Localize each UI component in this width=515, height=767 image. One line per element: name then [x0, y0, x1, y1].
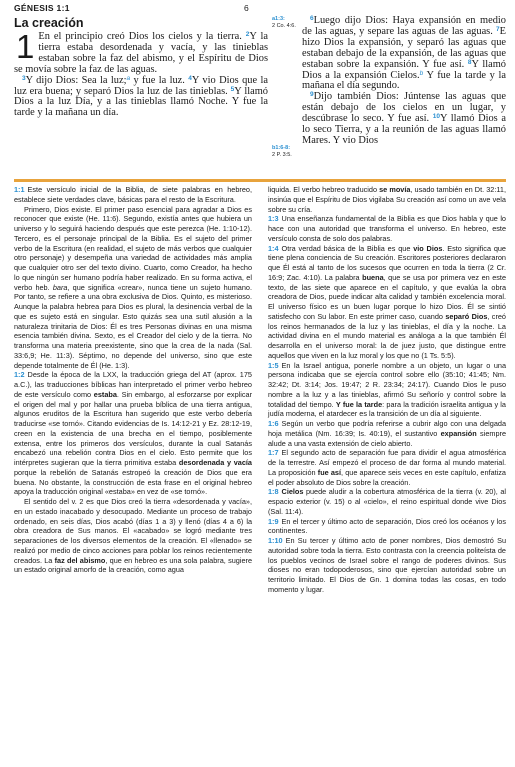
scripture-paragraph — [14, 76, 268, 120]
study-note — [268, 244, 506, 361]
note-reference[interactable]: 1:10 — [268, 536, 283, 545]
verse-number: 5 — [230, 85, 235, 93]
note-emphasis: separó Dios — [445, 311, 488, 321]
note-reference[interactable]: 1:4 — [268, 243, 279, 253]
note-text: , creó los reinos hermanados de la luz y las tinieblas, el día y la noche. La actividad divina en el mundo material es análoga a la que también Él desarrolla en el universo moral: la de juez justo, que distingue entre aquellos que viven en la luz moral y los que no (1 Ts. 5:5). — [268, 311, 506, 360]
study-note — [14, 370, 252, 497]
xref-marker[interactable]: a — [126, 74, 131, 82]
note-text: : para la tradición israelita antigua y la judía moderna, el atardecer es la transición de un día al siguiente. — [268, 399, 506, 419]
cross-reference-verse: b1:6-8: — [272, 145, 291, 151]
note-emphasis: expansión — [440, 428, 477, 438]
cross-reference-text: 2 P. 3:5. — [272, 152, 292, 158]
scripture-paragraph — [14, 28, 268, 76]
notes-column-right — [268, 185, 506, 595]
section-divider — [14, 179, 506, 182]
study-note — [14, 185, 252, 205]
verse-text: Y llamó Dios a lo seco Tierra, y a la reunión de las aguas llamó Mares. Y vio Dios — [302, 113, 506, 146]
study-note — [268, 517, 506, 537]
note-text: , que se usa por primera vez en este texto, de las siete que aparece en el capítulo, y que evalúa la obra creadora de Dios, puede indicar alta calidad y también excelencia moral. El universo físico es un buen lugar porque lo hizo Dios. Él se sintió satisfecho con Su labor. En este primer caso, cuando — [268, 272, 506, 321]
note-text: Otra verdad básica de la Biblia es que — [281, 243, 414, 253]
xref-marker[interactable]: b — [419, 69, 424, 77]
verse-number: 10 — [432, 113, 441, 121]
cross-reference[interactable] — [272, 16, 300, 30]
note-text: siempre alude a una vasta extensión de cielo abierto. — [268, 428, 506, 448]
scripture-column-left — [14, 16, 268, 119]
verse-number: 8 — [467, 58, 472, 66]
verse-text: Y llamó Dios a la luz Día, y a las tinieblas llamó Noche. Y fue la tarde y la mañana un día. — [14, 85, 268, 119]
verse-text: E hizo Dios la expansión, y separó las aguas que estaban debajo de la expansión, de las aguas que estaban sobre la expansión. Y fue así. — [302, 25, 506, 70]
note-text: puede aludir a la cobertura atmosférica de la tierra (v. 20), al espacio exterior (v. 15) o al «cielo», el reino espiritual donde vive Dios (Sal. 11:4). — [268, 487, 506, 516]
cross-reference[interactable] — [272, 145, 292, 159]
note-emphasis: desordenada y vacía — [178, 458, 252, 467]
page-number: 6 — [244, 3, 249, 13]
verse-text: Y dijo Dios: Sea la luz; — [25, 74, 127, 86]
note-reference[interactable]: 1:3 — [268, 214, 279, 224]
note-emphasis: estaba — [93, 389, 117, 399]
cross-reference-text: 2 Co. 4:6. — [272, 23, 296, 29]
cross-reference-verse: a1:3: — [272, 16, 285, 22]
verse-text: Luego dijo Dios: Haya expansión en medio de las aguas, y separe las aguas de las aguas. — [302, 15, 506, 37]
scripture-column-right — [302, 16, 506, 147]
note-text: En la Israel antigua, ponerle nombre a un objeto, un lugar o una persona indicaba que se ejercía control sobre ello (35:10; 41:45; Nm. 32:42; Dt. 3:14; Jos. 19:47; 2 R. 23:34; 24:17). Cuando Dios le puso nombre a la luz y a las tinieblas, afirmó Su señorío y control sobre la totalidad del tiempo. — [268, 360, 506, 409]
note-text: En Su tercer y último acto de poner nombres, Dios demostró Su autoridad sobre toda la tierra. Esto contrasta con la creencia politeísta de los pueblos vecinos de Israel sobre el rango de poderes divinos. Sus dioses no eran todopoderosos, sino que ejercían autoridad sobre un territorio limitado. El Dios de Gn. 1 domina todas las cosas, en todo momento y lugar. — [268, 536, 506, 594]
note-text: , usado también en Dt. 32:11, insinúa que el Espíritu de Dios vigilaba Su creación así como un ave vela sobre su cría. — [268, 185, 506, 214]
verse-text: Y llamó Dios a la expansión Cielos. — [302, 58, 506, 81]
note-text: Desde la época de la LXX, la traducción griega del AT (aprox. 175 a.C.), las traducciones bíblicas han interpretado el primer verbo hebreo de este versículo como — [14, 370, 252, 399]
study-note — [14, 205, 252, 371]
cross-reference-column — [272, 16, 300, 158]
running-head: GÉNESIS 1:1 — [14, 3, 70, 13]
note-text: porque la rebelión de Satanás estropeó la creación de Dios que era buena. No obstante, la construcción de esta frase en el original hebreo apoya la traducción original «estaba» en vez de «se tornó». — [14, 467, 252, 497]
note-emphasis: Cielos — [281, 487, 304, 497]
note-text: Una enseñanza fundamental de la Biblia es que Dios habla y que lo hace con una autoridad que transforma el universo. En hebreo, este versículo consta de solo dos palabras. — [268, 214, 506, 243]
verse-number: 6 — [310, 15, 314, 22]
note-reference[interactable]: 1:9 — [268, 516, 279, 526]
verse-number: 9 — [310, 91, 314, 99]
section-heading: La creación — [14, 16, 84, 30]
note-emphasis: se movía — [379, 185, 411, 194]
note-text: Según un verbo que podría referirse a cubrir algo con una delgada hoja metálica (Nm. 16:39; Is. 40:19), el sustantivo — [268, 419, 506, 438]
note-reference[interactable]: 1:6 — [268, 419, 279, 428]
note-emphasis: buena — [362, 272, 384, 282]
note-emphasis: vio Dios — [413, 243, 443, 253]
note-text: , que aparece seis veces en este capítulo, enfatiza el poder absoluto de Dios sobre la creación. — [268, 467, 506, 487]
verse-text: Dijo también Dios: Júntense las aguas que están debajo de los cielos en un lugar, y descúbrase lo seco. Y fue así. — [302, 91, 506, 125]
note-reference[interactable]: 1:5 — [268, 360, 279, 370]
notes-column-left — [14, 185, 252, 575]
note-text: . Sin embargo, al esforzarse por explicar el origen del mal y por hallar una prueba bíblica de una tierra antigua, algunos eruditos de la Escritura han sugerido que este verbo debería traducirse «se tornó». Citando evidencias de Is. 14:12-21 y Ez. 28:12-19, creen en la existencia de una brecha en el tiempo, posiblemente extensa, entre los primeros dos versículos, durante la cual Satanás encabezó una rebelión contra Dios en el cielo. Esto permite que los intérpretes sugieran que la tierra primitiva estaba — [14, 389, 253, 467]
study-note — [268, 214, 506, 243]
note-reference[interactable]: 1:7 — [268, 448, 279, 458]
verse-number: 3 — [22, 74, 26, 82]
note-text: En el tercer y último acto de separación, Dios creó los océanos y los continentes. — [268, 516, 506, 536]
note-text: El sentido del v. 2 es que Dios creó la tierra «desordenada y vacía», en un estado inacabado y desocupado. Mediante un proceso de trabajo ordenado, en seis días, Dios acabó (días 1 a 3) y llenó (días 4 a 6) la obra creadora de Sus manos. El «acabado» se logró mediante tres separaciones de los diversos elementos de la creación. El «llenado» se realizó por medio de cinco acciones para poblar los reinos recientemente creados. La — [14, 497, 252, 565]
note-text: El segundo acto de separación fue para dividir el agua atmosférica de la terrestre. Así empezó el proceso de dar forma al mundo material. La proposición — [268, 448, 506, 477]
note-emphasis: fue así — [317, 467, 342, 477]
scripture-section — [14, 16, 506, 176]
note-text: . Esto significa que tiene plena conciencia de Su creación. Escritores posteriores declararon que Él está al tanto de los sucesos que ocurren en toda la tierra (2 Cr. 16:9; Zac. 4:10). La palabra — [268, 243, 506, 282]
study-note — [14, 497, 252, 575]
note-italic: bara — [52, 282, 68, 292]
verse-text: Y la tierra estaba desordenada y vacía, y las tinieblas estaban sobre la faz del abismo, y el Espíritu de Dios se movía sobre la faz de las aguas. — [14, 31, 268, 75]
verse-text: Y vio Dios que la luz era buena; y separó Dios la luz de las tinieblas. — [14, 74, 268, 97]
scripture-paragraph — [302, 92, 506, 147]
chapter-number: 1 — [16, 28, 35, 65]
study-note — [268, 419, 506, 448]
verse-text: En el principio creó Dios los cielos y la tierra. — [38, 31, 246, 42]
verse-text: Y fue la tarde y la mañana el día segundo. — [302, 69, 506, 92]
note-text: , que significa «crear», nunca tiene un sujeto humano. Por tanto, se refiere a una obra exclusiva de Dios. Quinto, es misterioso. Aunque la palabra hebrea para Dios es plural, la desinencia verbal de la que es sujeto está en singular. Esto quizás sea una sutil alusión a la naturaleza trinitaria de Dios: Él es tres Personas divinas en una misma esencia también divina. Sexto, es el Creador del cielo y de la tierra. No transforma una materia preexistente, sino que la crea de la nada (Sal. 33:6,9; He. 11:3). Séptimo, no depende del universo, sino que este depende totalmente de Él (He. 1:3). — [14, 282, 252, 370]
verse-text: y fue la luz. — [130, 74, 189, 86]
verse-number: 2 — [245, 31, 250, 38]
scripture-paragraph — [302, 16, 506, 92]
study-note — [268, 487, 506, 516]
note-emphasis: Y fue la tarde — [335, 399, 383, 409]
study-note — [268, 448, 506, 487]
note-emphasis: faz del abismo — [54, 555, 106, 565]
note-text: Primero, Dios existe. El primer paso esencial para agradar a Dios es reconocer que existe (He. 11:6). Segundo, existía antes que hubiera un universo y lo seguirá haciendo después que este perezca (He. 1:10-12). Tercero, es el personaje principal de la Biblia. Es el sujeto del primer verbo de la Escritura (en realidad, el sujeto de más verbos que cualquier otro personaje) y desempeña una variedad de actividades más amplia que cualquier otro ser del texto divino. Cuarto, como Creador, ha hecho lo que ningún ser humano podría haber realizado. En su forma activa, el verbo heb. — [14, 204, 252, 292]
note-text: Este versículo inicial de la Biblia, de siete palabras en hebreo, establece siete verdades clave, básicas para el resto de la Escritura. — [14, 185, 252, 204]
verse-number: 4 — [188, 74, 192, 82]
study-note — [268, 361, 506, 420]
note-reference[interactable]: 1:8 — [268, 487, 279, 497]
study-note — [268, 185, 506, 214]
note-reference[interactable]: 1:1 — [14, 185, 25, 194]
note-reference[interactable]: 1:2 — [14, 370, 25, 380]
note-text: liquida. El verbo hebreo traducido — [268, 185, 380, 194]
study-note — [268, 536, 506, 595]
note-text: , que en hebreo es una sola palabra, sugiere un estado original amorfo de la creación, como agua — [14, 555, 252, 575]
verse-number: 7 — [496, 25, 500, 33]
